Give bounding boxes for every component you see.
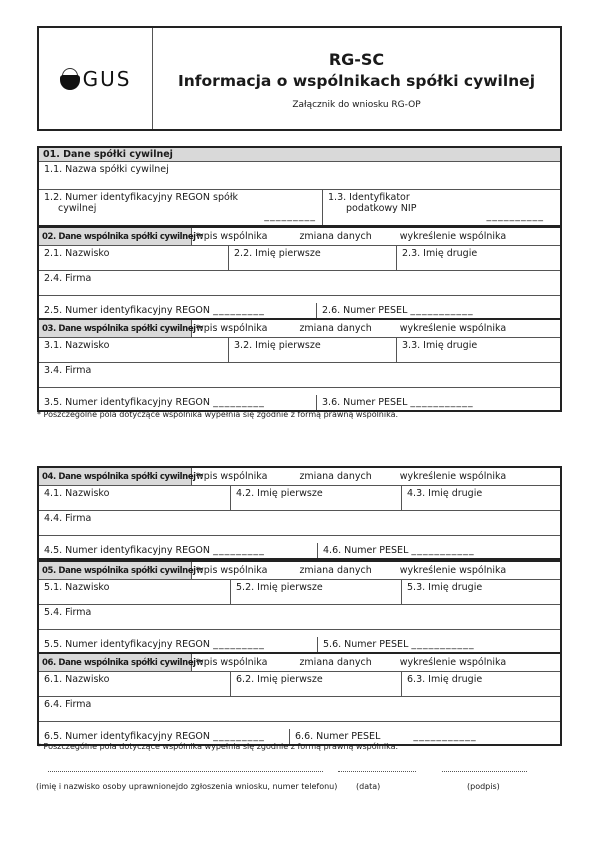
surname-field[interactable] (39, 672, 230, 696)
field-label: 4.1. Nazwisko (44, 488, 110, 499)
option-change-data[interactable]: zmiana danych (299, 323, 372, 334)
regon-blanks: _________ (213, 545, 265, 556)
option-remove-partner[interactable]: wykreślenie wspólnika (399, 657, 507, 668)
first-name-field[interactable] (230, 580, 401, 604)
option-change-data[interactable]: zmiana danych (299, 657, 372, 668)
company-field[interactable] (39, 511, 560, 535)
gus-logo-icon (60, 68, 80, 90)
signature-line[interactable] (442, 771, 527, 772)
field-label: 1.2. Numer identyfikacyjny REGON spółk (44, 192, 239, 203)
company-field[interactable] (39, 271, 560, 295)
option-change-data[interactable]: zmiana danych (299, 471, 372, 482)
regon-blanks: _________ (213, 639, 265, 650)
footnote: * Poszczególne pola dotyczące wspólnika wypełnia się zgodnie z formą prawną wspólnika. (37, 742, 399, 751)
field-label: podatkowy NIP (346, 203, 417, 214)
field-label: 6.3. Imię drugie (407, 674, 483, 685)
pesel-field[interactable] (316, 395, 560, 410)
partner-heading: 03. Dane wspólnika spółki cywilnej*: (39, 320, 192, 337)
field-label: 4.6. Numer PESEL (323, 545, 409, 556)
field-label: 1.3. Identyfikator (328, 192, 410, 203)
field-label: 2.2. Imię pierwsze (234, 248, 321, 259)
pesel-blanks: ___________ (410, 397, 474, 408)
field-label: 3.5. Numer identyfikacyjny REGON (44, 397, 211, 408)
field-label: 3.6. Numer PESEL (322, 397, 408, 408)
second-name-field[interactable] (401, 672, 560, 696)
form-code: RG-SC (328, 50, 385, 69)
section-partner-04 (37, 466, 562, 560)
signature-label: (podpis) (467, 782, 500, 791)
partner-heading: 05. Dane wspólnika spółki cywilnej*: (39, 562, 192, 579)
option-remove-partner[interactable]: wykreślenie wspólnika (399, 471, 507, 482)
form-subtitle: Załącznik do wniosku RG-OP (292, 100, 421, 110)
partner-heading: 06. Dane wspólnika spółki cywilnej*: (39, 654, 192, 671)
section-partner-02 (37, 226, 562, 320)
first-name-field[interactable] (228, 246, 396, 270)
field-label: 5.5. Numer identyfikacyjny REGON (44, 639, 211, 650)
option-add-partner[interactable]: wpis wspólnika (196, 471, 268, 482)
surname-field[interactable] (39, 246, 228, 270)
regon-field[interactable] (39, 637, 317, 652)
logo-cell (39, 28, 153, 129)
pesel-field[interactable] (317, 543, 560, 558)
field-label: 3.2. Imię pierwsze (234, 340, 321, 351)
field-label: 3.1. Nazwisko (44, 340, 110, 351)
nip-blanks: __________ (486, 211, 544, 222)
second-name-field[interactable] (401, 580, 560, 604)
partner-heading: 02. Dane wspólnika spółki cywilnej*: (39, 228, 192, 245)
option-add-partner[interactable]: wpis wspólnika (196, 657, 268, 668)
field-label: 3.4. Firma (44, 365, 92, 376)
regon-blanks: _________ (213, 397, 265, 408)
company-field[interactable] (39, 697, 560, 721)
field-label: 5.1. Nazwisko (44, 582, 110, 593)
option-change-data[interactable]: zmiana danych (299, 231, 372, 242)
second-name-field[interactable] (396, 246, 560, 270)
person-label: (imię i nazwisko osoby uprawnionejdo zgłoszenia wniosku, numer telefonu) (36, 782, 338, 791)
field-label: 5.6. Numer PESEL (323, 639, 409, 650)
surname-field[interactable] (39, 486, 230, 510)
field-label: 4.5. Numer identyfikacyjny REGON (44, 545, 211, 556)
section-partner-06 (37, 652, 562, 746)
pesel-blanks: ___________ (410, 305, 474, 316)
gus-logo (60, 67, 132, 91)
option-remove-partner[interactable]: wykreślenie wspólnika (399, 231, 507, 242)
date-line[interactable] (338, 771, 416, 772)
company-nip-field[interactable] (322, 190, 560, 225)
regon-field[interactable] (39, 543, 317, 558)
option-add-partner[interactable]: wpis wspólnika (196, 323, 268, 334)
field-label: 2.4. Firma (44, 273, 92, 284)
second-name-field[interactable] (401, 486, 560, 510)
field-label: 4.2. Imię pierwsze (236, 488, 323, 499)
field-label: 3.3. Imię drugie (402, 340, 478, 351)
pesel-blanks: ___________ (411, 545, 475, 556)
form-title: Informacja o wspólnikach spółki cywilnej (177, 72, 536, 90)
first-name-field[interactable] (230, 486, 401, 510)
pesel-field[interactable] (317, 637, 560, 652)
surname-field[interactable] (39, 580, 230, 604)
regon-field[interactable] (39, 303, 316, 318)
first-name-field[interactable] (230, 672, 401, 696)
regon-field[interactable] (39, 395, 316, 410)
option-remove-partner[interactable]: wykreślenie wspólnika (399, 565, 507, 576)
first-name-field[interactable] (228, 338, 396, 362)
logo-text: GUS (82, 66, 132, 91)
form-header (37, 26, 562, 131)
field-label: 6.1. Nazwisko (44, 674, 110, 685)
field-label: 1.1. Nazwa spółki cywilnej (44, 164, 169, 175)
pesel-field[interactable] (316, 303, 560, 318)
field-label: 5.2. Imię pierwsze (236, 582, 323, 593)
company-name-field[interactable] (39, 162, 560, 189)
field-label: 6.6. Numer PESEL (295, 731, 381, 742)
footnote: * Poszczególne pola dotyczące wspólnika wypełnia się zgodnie z formą prawną wspólnika. (37, 410, 399, 419)
surname-field[interactable] (39, 338, 228, 362)
section-partner-05 (37, 560, 562, 654)
regon-blanks: _________ (213, 305, 265, 316)
field-label: 5.4. Firma (44, 607, 92, 618)
section-heading: 01. Dane spółki cywilnej (39, 148, 560, 162)
partner-heading: 04. Dane wspólnika spółki cywilnej*: (39, 468, 192, 485)
company-regon-field[interactable] (39, 190, 322, 225)
pesel-blanks: ___________ (413, 731, 477, 742)
field-label: 5.3. Imię drugie (407, 582, 483, 593)
pesel-blanks: ___________ (411, 639, 475, 650)
second-name-field[interactable] (396, 338, 560, 362)
field-label: cywilnej (58, 203, 97, 214)
field-label: 4.3. Imię drugie (407, 488, 483, 499)
field-label: 2.3. Imię drugie (402, 248, 478, 259)
field-label: 6.2. Imię pierwsze (236, 674, 323, 685)
regon-blanks: _________ (213, 731, 265, 742)
option-add-partner[interactable]: wpis wspólnika (196, 231, 268, 242)
field-label: 6.5. Numer identyfikacyjny REGON (44, 731, 211, 742)
section-company (37, 146, 562, 227)
field-label: 6.4. Firma (44, 699, 92, 710)
company-field[interactable] (39, 363, 560, 387)
date-label: (data) (356, 782, 381, 791)
person-signature-line[interactable] (48, 771, 323, 772)
field-label: 2.6. Numer PESEL (322, 305, 408, 316)
regon-blanks: _________ (264, 211, 316, 222)
section-partner-03 (37, 318, 562, 412)
title-cell (153, 28, 560, 129)
option-change-data[interactable]: zmiana danych (299, 565, 372, 576)
company-field[interactable] (39, 605, 560, 629)
field-label: 2.1. Nazwisko (44, 248, 110, 259)
option-add-partner[interactable]: wpis wspólnika (196, 565, 268, 576)
option-remove-partner[interactable]: wykreślenie wspólnika (399, 323, 507, 334)
field-label: 2.5. Numer identyfikacyjny REGON (44, 305, 211, 316)
field-label: 4.4. Firma (44, 513, 92, 524)
